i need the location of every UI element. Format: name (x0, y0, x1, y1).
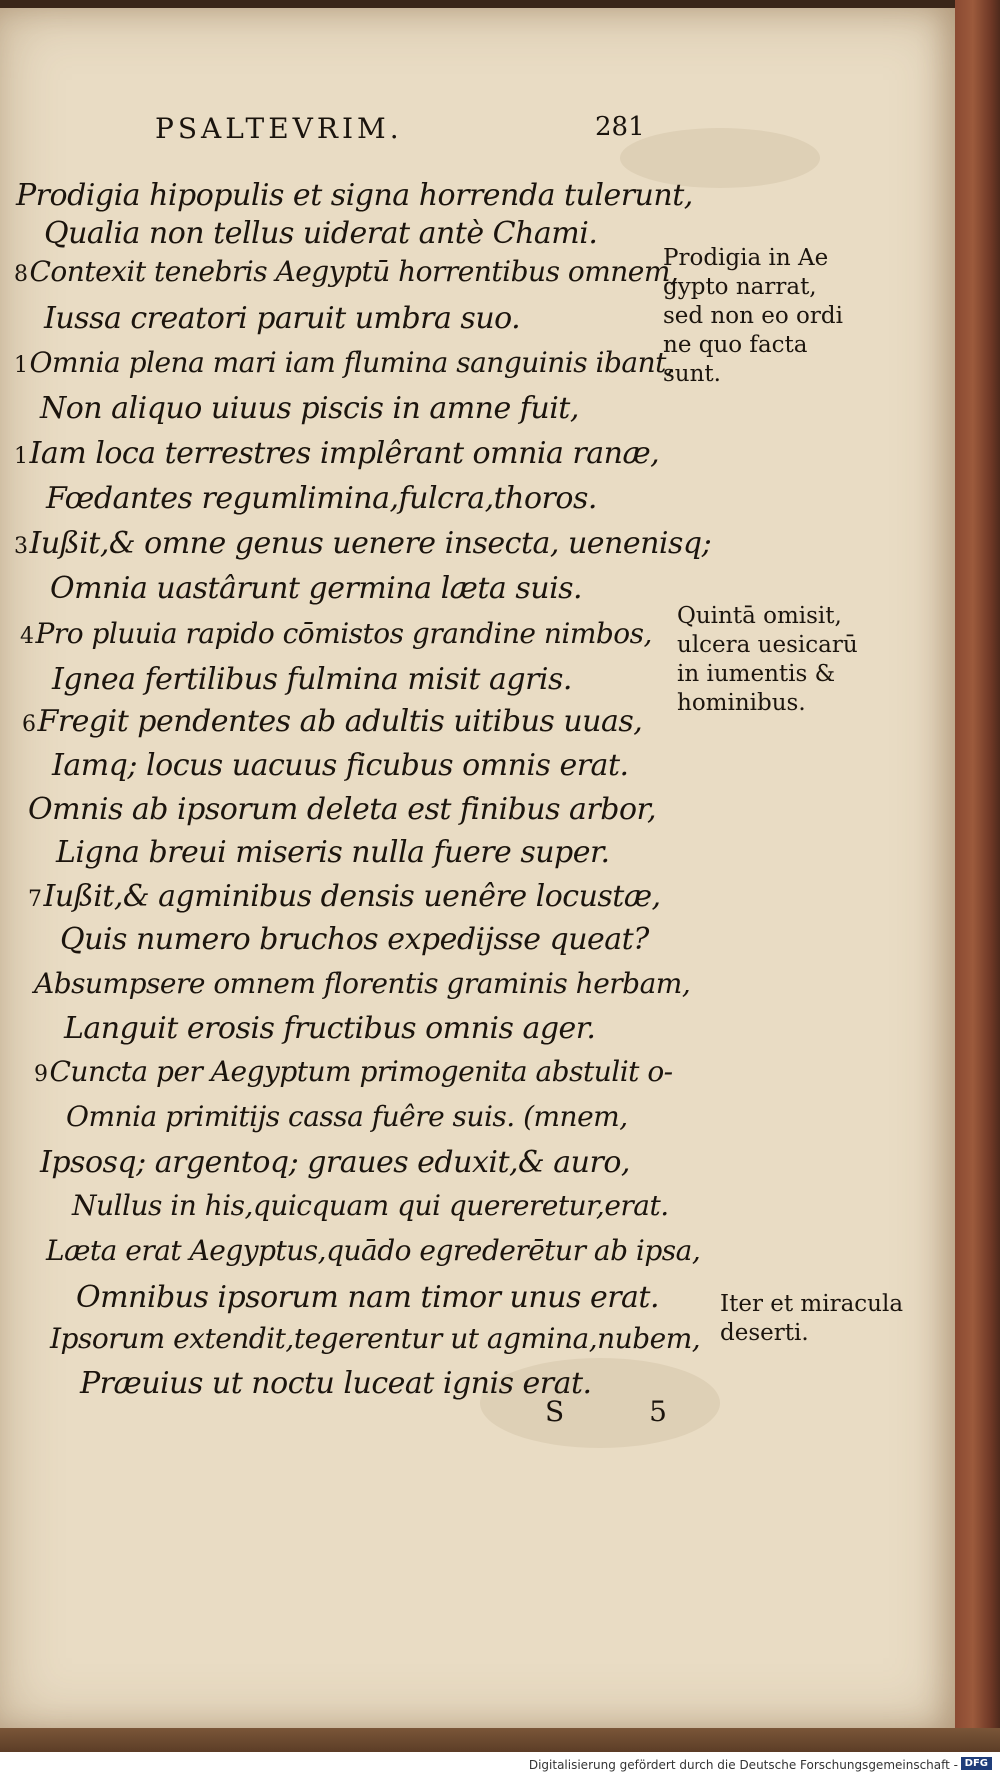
verse-number: 1 (14, 444, 28, 469)
marginal-note: Prodigia in Ae gypto narrat, sed non eo ordi ne quo facta sunt. (663, 245, 843, 387)
verse-line: Languit erosis fructibus omnis ager. (64, 1011, 596, 1046)
dfg-logo: DFG (961, 1757, 992, 1770)
verse-line: Iussa creatori paruit umbra suo. (44, 301, 521, 336)
verse-number: 6 (22, 712, 36, 737)
verse-number: 7 (28, 887, 42, 912)
verse-line: Non aliquo uiuus piscis in amne fuit, (40, 391, 579, 426)
running-header: PSALTEVRIM. (155, 112, 403, 145)
verse-line: 3Iußit,& omne genus uenere insecta, uenenisq; (14, 526, 712, 561)
verse-number: 9 (34, 1062, 48, 1087)
verse-line: Qualia non tellus uiderat antè Chami. (44, 216, 598, 251)
verse-line: 7Iußit,& agminibus densis uenêre locustæ, (28, 879, 661, 914)
marginal-note: Iter et miracula deserti. (720, 1291, 904, 1346)
verse-line: 9Cuncta per Aegyptum primogenita abstulit o- (34, 1055, 673, 1088)
verse-number: 1 (14, 353, 28, 378)
verse-line: Prodigia hipopulis et signa horrenda tulerunt, (16, 178, 693, 213)
book-bottom-edge (0, 1728, 1000, 1752)
verse-line: 6Fregit pendentes ab adultis uitibus uuas, (22, 704, 643, 739)
verse-line: Omnibus ipsorum nam timor unus erat. (76, 1280, 660, 1315)
footer-credit: Digitalisierung gefördert durch die Deutsche Forschungsgemeinschaft - (528, 1758, 958, 1772)
verse-line: Ignea fertilibus fulmina misit agris. (52, 662, 572, 697)
verse-line: Præuius ut noctu luceat ignis erat. (80, 1366, 592, 1401)
verse-line: Læta erat Aegyptus,quādo egrederētur ab ipsa, (46, 1234, 701, 1267)
verse-line: Omnis ab ipsorum deleta est finibus arbor, (28, 792, 657, 827)
verse-line: Ipsosq; argentoq; graues eduxit,& auro, (40, 1145, 630, 1180)
verse-line: Absumpsere omnem florentis graminis herbam, (34, 967, 691, 1000)
verse-line: 1Iam loca terrestres implêrant omnia ranæ, (14, 436, 660, 471)
verse-line: 4Pro pluuia rapido cōmistos grandine nimbos, (20, 617, 652, 650)
marginal-note: Quintā omisit, ulcera uesicarū in iumentis & hominibus. (677, 603, 858, 716)
verse-line: Ipsorum extendit,tegerentur ut agmina,nubem, (50, 1322, 701, 1355)
verse-line: Quis numero bruchos expedijsse queat? (60, 922, 649, 957)
verse-line: 1Omnia plena mari iam flumina sanguinis ibant, (14, 346, 675, 379)
book-edge (955, 0, 1000, 1740)
verse-number: 8 (14, 262, 28, 287)
verse-line: Ligna breui miseris nulla fuere super. (56, 835, 610, 870)
verse-line: Nullus in his,quicquam qui quereretur,erat. (72, 1189, 669, 1222)
verse-number: 3 (14, 534, 28, 559)
signature-mark: S 5 (545, 1395, 705, 1428)
verse-line: 8Contexit tenebris Aegyptū horrentibus omnem, (14, 255, 679, 288)
verse-number: 4 (20, 624, 34, 649)
verse-line: Fœdantes regumlimina,fulcra,thoros. (46, 481, 597, 516)
verse-line: Omnia uastârunt germina læta suis. (50, 571, 583, 606)
verse-line: Iamq; locus uacuus ficubus omnis erat. (52, 748, 629, 783)
verse-line: Omnia primitijs cassa fuêre suis. (mnem, (66, 1100, 628, 1133)
page-number: 281 (595, 112, 645, 142)
